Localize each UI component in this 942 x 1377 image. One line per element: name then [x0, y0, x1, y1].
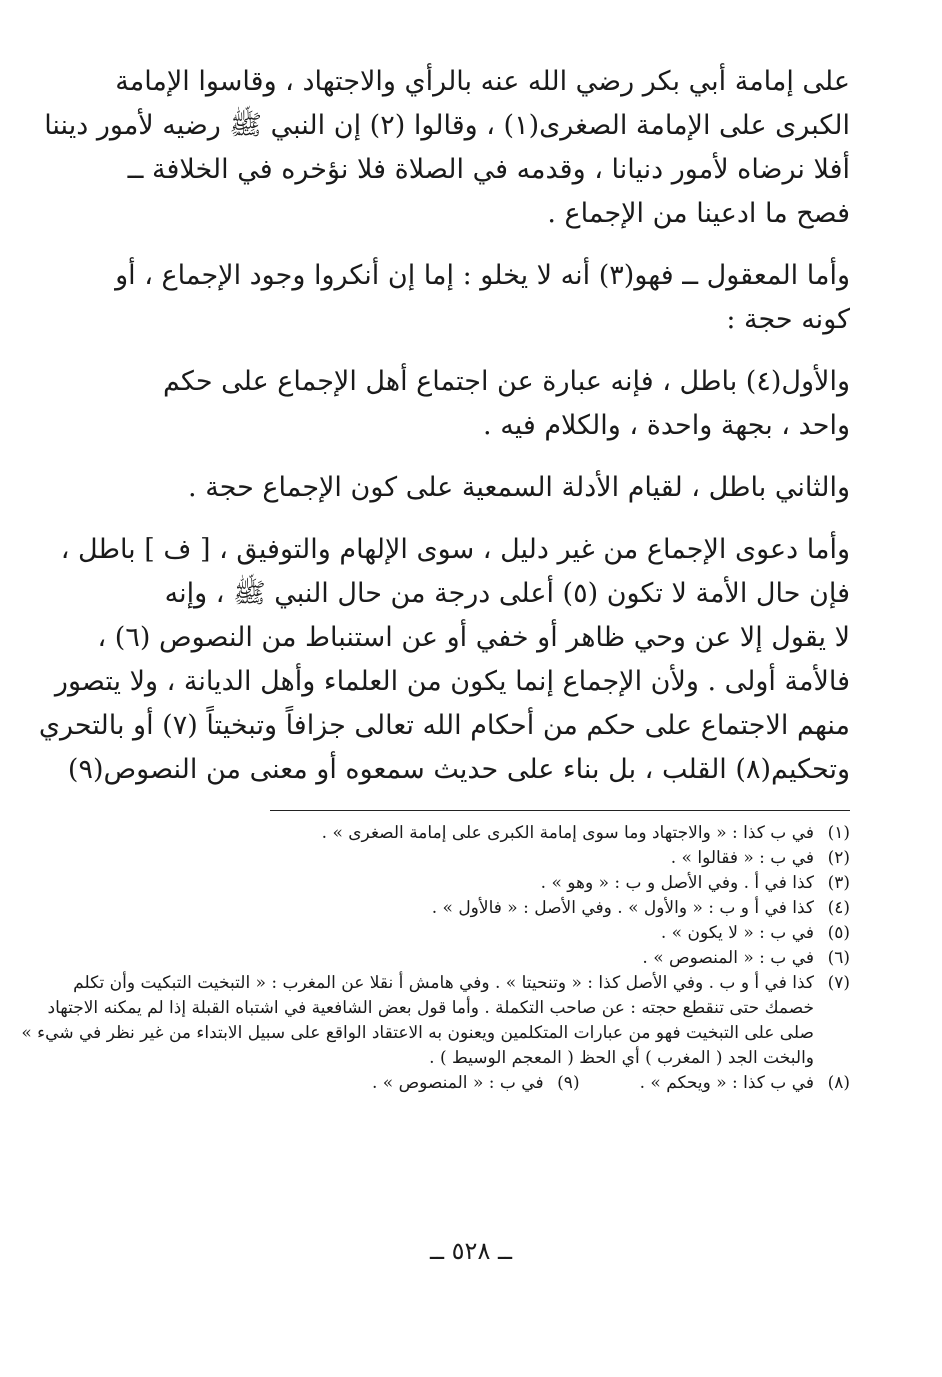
- text-line: وأما دعوى الإجماع من غير دليل ، سوى الإلهام والتوفيق ، [ ف ] باطل ،: [60, 534, 850, 565]
- footnote-number: (٥): [827, 923, 850, 943]
- footnote: [21, 971, 850, 1071]
- footnote-line: في ب : « المنصوص » .: [642, 948, 814, 968]
- footnote: [60, 896, 850, 921]
- paragraph: [44, 60, 850, 236]
- text-line: والثاني باطل ، لقيام الأدلة السمعية على كون الإجماع حجة .: [188, 472, 850, 503]
- text-line: كونه حجة :: [726, 304, 850, 335]
- text-line: الكبرى على الإمامة الصغرى(١) ، وقالوا (٢) إن النبي ﷺ رضيه لأمور ديننا: [44, 110, 850, 141]
- footnote-line: في ب كذا : « والاجتهاد وما سوى إمامة الكبرى على إمامة الصغرى » .: [321, 823, 814, 843]
- text-line: وتحكيم(٨) القلب ، بل بناء على حديث سمعوه أو معنى من النصوص(٩): [67, 754, 850, 785]
- text-line: وأما المعقول ــ فهو(٣) أنه لا يخلو : إما إن أنكروا وجود الإجماع ، أو: [115, 260, 850, 291]
- footnote-number: (٧): [827, 973, 850, 993]
- footnote: [60, 821, 850, 846]
- footnote-row: [60, 1071, 850, 1096]
- footnote-number: (٨): [827, 1073, 850, 1093]
- footnote-line: في ب : « لا يكون » .: [660, 923, 814, 943]
- text-line: فإن حال الأمة لا تكون (٥) أعلى درجة من حال النبي ﷺ ، وإنه: [164, 578, 850, 609]
- footnote-text: [60, 896, 814, 921]
- footnote-number: (٦): [827, 948, 850, 968]
- footnote-line: كذا في أ . وفي الأصل و ب : « وهو » .: [540, 873, 814, 893]
- page-body: [21, 60, 850, 1096]
- footnote-line: خصمك حتى تنقطع حجته : عن صاحب التكملة . وأما قول بعض الشافعية في اشتباه القبلة إذا لم يمكنه الاجتهاد: [47, 998, 814, 1018]
- text-line: فالأمة أولى . ولأن الإجماع إنما يكون من العلماء وأهل الديانة ، ولا يتصور: [54, 666, 850, 697]
- footnotes: [21, 821, 850, 1096]
- paragraph: [60, 360, 850, 448]
- footnote-text: في ب : « المنصوص » .: [371, 1073, 544, 1093]
- text-line: واحد ، بجهة واحدة ، والكلام فيه .: [483, 410, 850, 441]
- footnote-line: كذا في أ و ب . وفي الأصل كذا : « وتنحيتا » . وفي هامش أ نقلا عن المغرب : « التبخيت التبكيت وأن تكلم: [73, 973, 814, 993]
- footnote: [372, 1071, 580, 1096]
- footnote: [60, 871, 850, 896]
- footnote-text: [21, 971, 814, 1071]
- text-line: منهم الاجتماع على حكم من أحكام الله تعالى جزافاً وتبخيتاً (٧) أو بالتحري: [38, 710, 850, 741]
- footnote: [60, 921, 850, 946]
- footnote-line: صلى على التبخيت فهو من عبارات المتكلمين ويعنون به الاعتقاد الواقع على سبيل الابتداء من غير نظر في شيء »: [21, 1023, 814, 1043]
- footnote-number: (٤): [827, 898, 850, 918]
- footnote-text: [60, 821, 814, 846]
- footnote-number: (٢): [827, 848, 850, 868]
- footnote: [60, 946, 850, 971]
- footnote-number: (١): [827, 823, 850, 843]
- main-text: [38, 60, 850, 792]
- footnote-text: في ب كذا : « ويحكم » .: [639, 1073, 814, 1093]
- text-line: والأول(٤) باطل ، فإنه عبارة عن اجتماع أهل الإجماع على حكم: [163, 366, 850, 397]
- footnote-text: [60, 846, 814, 871]
- footnote: [60, 846, 850, 871]
- footnote: [640, 1071, 850, 1096]
- footnote-text: [60, 921, 814, 946]
- footnote-number: (٩): [557, 1073, 580, 1093]
- footnote-text: [60, 946, 814, 971]
- footnote-separator: [270, 810, 850, 811]
- paragraph: [38, 528, 850, 792]
- paragraph: [60, 466, 850, 510]
- footnote-line: كذا في أ و ب : « والأول » . وفي الأصل : « فالأول » .: [431, 898, 814, 918]
- text-line: فصح ما ادعينا من الإجماع .: [547, 198, 850, 229]
- footnote-line: في ب : « فقالوا » .: [670, 848, 814, 868]
- footnote-text: [60, 871, 814, 896]
- paragraph: [60, 254, 850, 342]
- text-line: على إمامة أبي بكر رضي الله عنه بالرأي والاجتهاد ، وقاسوا الإمامة: [115, 66, 850, 97]
- page-number: ــ ٥٢٨ ــ: [429, 1237, 513, 1265]
- text-line: لا يقول إلا عن وحي ظاهر أو خفي أو عن استنباط من النصوص (٦) ،: [97, 622, 850, 653]
- footnote-line: والبخت الجد ( المغرب ) أي الحظ ( المعجم الوسيط ) .: [429, 1048, 814, 1068]
- text-line: أفلا نرضاه لأمور دنيانا ، وقدمه في الصلاة فلا نؤخره في الخلافة ــ: [127, 154, 850, 185]
- footnote-number: (٣): [827, 873, 850, 893]
